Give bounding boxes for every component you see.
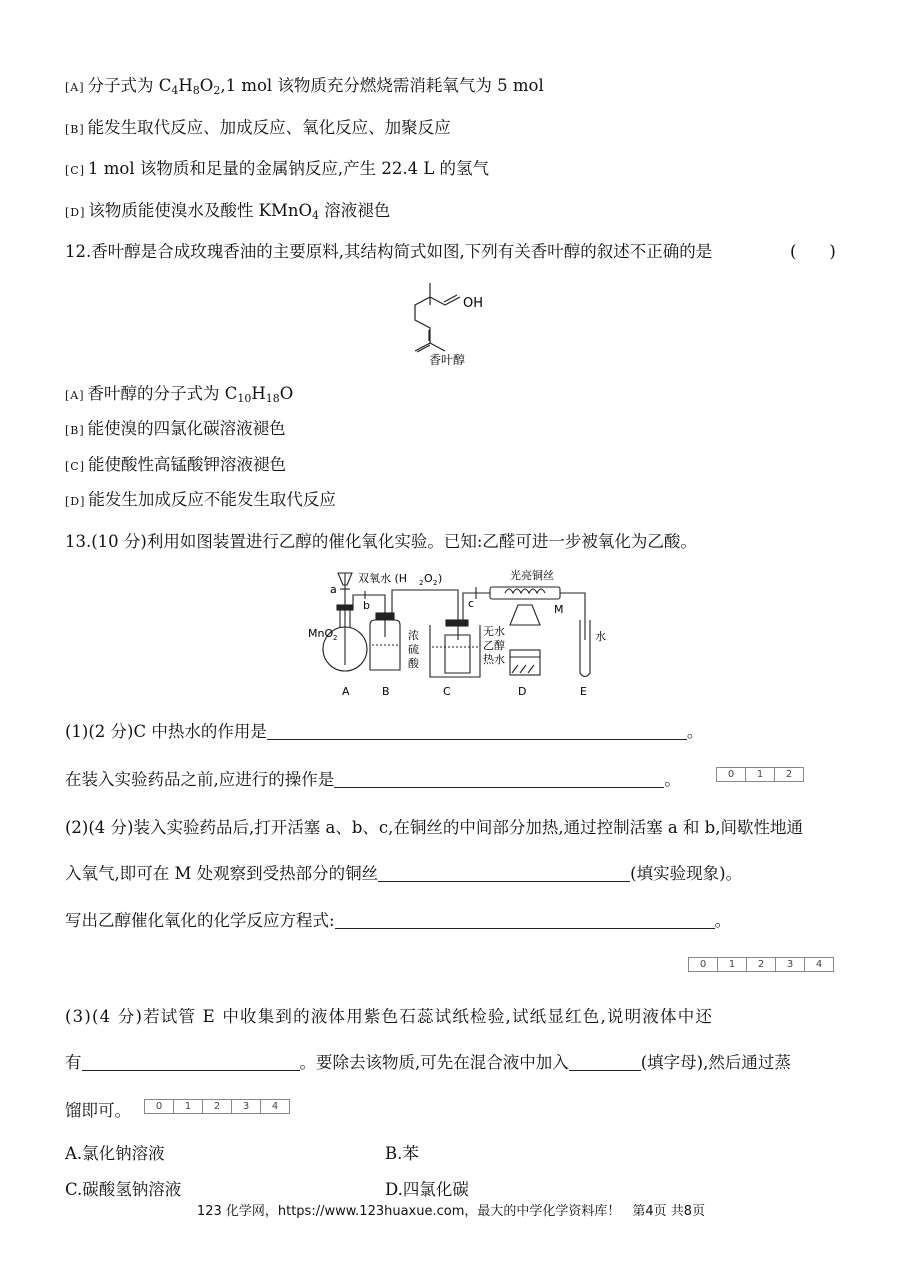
q13-part3-line1: (3)(4 分)若试管 E 中收集到的液体用紫色石蕊试纸检验,试纸显红色,说明液体中还 [65,1007,714,1026]
q13-option-c: C.碳酸氢钠溶液 [65,1180,182,1199]
svg-text:M: M [554,603,564,616]
q11-option-a: [A] 分子式为 $C_4H_8O_2,1$ mol 该物质充分燃烧需消耗氧气为 5 mol [65,76,544,97]
svg-text:双氧水 (H: 双氧水 (H [358,572,408,585]
svg-text:乙醇: 乙醇 [483,639,505,652]
q12-option-a: [A] 香叶醇的分子式为 $C_{10}H_{18}O$ [65,384,294,405]
option-tag: [B] [65,123,85,136]
svg-text:MnO: MnO [308,627,334,640]
option-tag: [D] [65,206,86,219]
svg-text:E: E [580,685,587,698]
option-tag: [A] [65,81,85,94]
q12-option-d: [D] 能发生加成反应不能发生取代反应 [65,490,336,509]
svg-text:热水: 热水 [483,653,505,666]
oh-label: OH [463,296,484,311]
answer-blank[interactable] [267,725,687,740]
q12-stem: 12.香叶醇是合成玫瑰香油的主要原料,其结构简式如图,下列有关香叶醇的叙述不正确的是 [65,242,713,261]
q13-option-b: B.苯 [385,1144,419,1163]
svg-text:B: B [382,685,390,698]
svg-text:O: O [424,572,433,585]
answer-blank[interactable] [334,773,664,788]
q11-option-d: [D] 该物质能使溴水及酸性 KMnO$_4$ 溶液褪色 [65,201,391,222]
q13-stem: 13.(10 分)利用如图装置进行乙醇的催化氧化实验。已知:乙醛可进一步被氧化为乙酸。 [65,532,697,551]
q13-part2-line2: 入氧气,即可在 M 处观察到受热部分的铜丝 (填实验现象)。 [65,864,743,883]
option-tag: [C] [65,164,85,177]
q12-answer-paren: ( ) [790,242,836,261]
q13-part1-b: 在装入实验药品之前,应进行的操作是 。 [65,770,681,789]
q13-option-d: D.四氯化碳 [385,1180,469,1199]
q13-part2-line1: (2)(4 分)装入实验药品后,打开活塞 a、b、c,在铜丝的中间部分加热,通过控制活塞 a 和 b,间歇性地通 [65,818,803,837]
q13-part3-line2: 有 。要除去该物质,可先在混合液中加入 (填字母),然后通过蒸 [65,1053,791,1072]
q13-part1-a: (1)(2 分)C 中热水的作用是 。 [65,722,704,741]
svg-text:光亮铜丝: 光亮铜丝 [510,569,554,582]
svg-text:A: A [342,685,350,698]
svg-text:硫: 硫 [408,643,419,656]
answer-blank[interactable] [569,1056,641,1071]
svg-text:): ) [438,572,443,585]
svg-text:水: 水 [595,630,606,643]
score-box-2[interactable]: 0 1 2 3 4 [688,957,834,972]
structure-caption: 香叶醇 [429,353,466,367]
geraniol-structure [395,275,505,370]
q13-part2-line3: 写出乙醇催化氧化的化学反应方程式: 。 [65,911,732,930]
q12-option-b: [B] 能使溴的四氯化碳溶液褪色 [65,419,286,438]
svg-text:无水: 无水 [483,625,505,638]
svg-text:2: 2 [419,579,424,587]
svg-text:2: 2 [433,579,438,587]
answer-blank[interactable] [378,867,630,882]
q13-option-a: A.氯化钠溶液 [65,1144,165,1163]
q13-part3-line3: 馏即可。 [65,1101,131,1120]
svg-text:2: 2 [333,634,338,642]
footer-page-number: 第4页 共8页 [632,1204,706,1219]
score-box-1[interactable]: 0 1 2 [716,767,804,782]
svg-text:b: b [363,599,370,612]
q12-option-c: [C] 能使酸性高锰酸钾溶液褪色 [65,455,286,474]
answer-blank[interactable] [335,914,715,929]
svg-text:a: a [330,583,337,596]
answer-blank[interactable] [82,1056,300,1071]
score-box-3[interactable]: 0 1 2 3 4 [144,1099,290,1114]
footer-site: 123 化学网，https://www.123huaxue.com，最大的中学化学资料库！ [196,1204,621,1219]
page-footer [0,1200,902,1219]
svg-text:D: D [518,685,527,698]
svg-text:浓: 浓 [408,629,419,642]
q11-option-b: [B] 能发生取代反应、加成反应、氧化反应、加聚反应 [65,118,451,137]
apparatus-diagram [300,565,620,700]
svg-text:酸: 酸 [408,657,419,670]
q11-option-c: [C] 1 mol 该物质和足量的金属钠反应,产生 22.4 L 的氢气 [65,159,490,178]
svg-text:C: C [443,685,451,698]
svg-text:c: c [468,597,475,610]
